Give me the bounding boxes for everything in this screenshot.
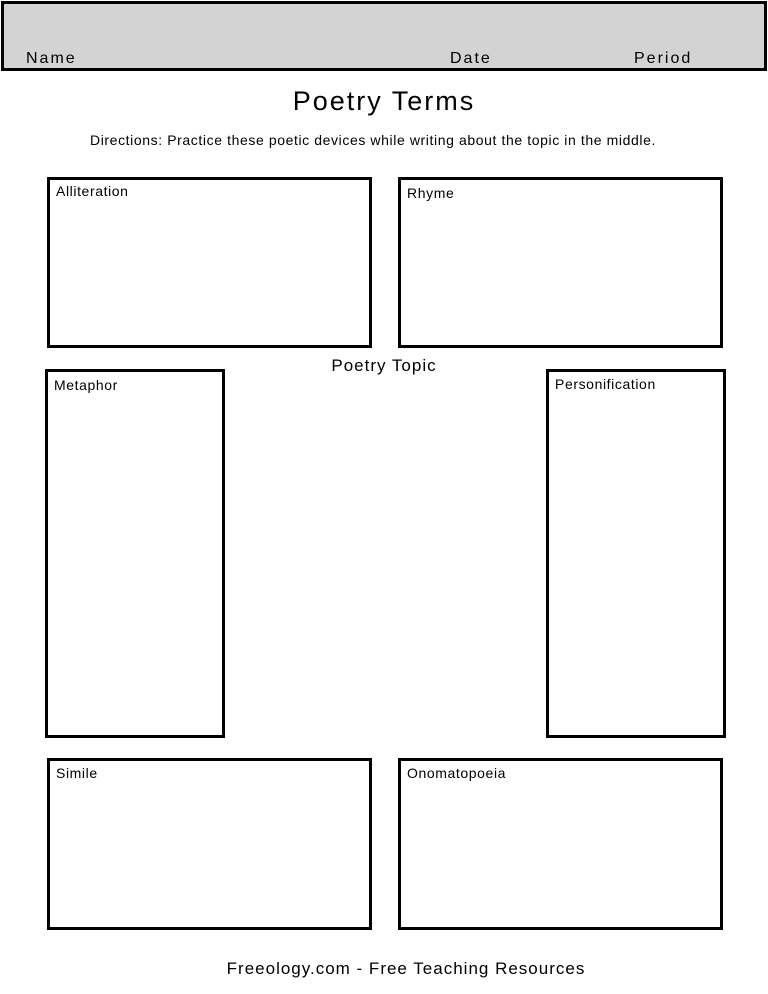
name-label: Name [26, 50, 77, 67]
rhyme-box[interactable] [398, 177, 723, 348]
period-label: Period [634, 50, 693, 67]
alliteration-box[interactable] [47, 177, 372, 348]
simile-box[interactable] [47, 758, 372, 930]
simile-label: Simile [56, 765, 98, 781]
personification-label: Personification [555, 376, 656, 392]
metaphor-label: Metaphor [54, 377, 118, 393]
rhyme-label: Rhyme [407, 185, 455, 201]
page-title: Poetry Terms [292, 86, 476, 116]
onomatopoeia-box[interactable] [398, 758, 723, 930]
onomatopoeia-label: Onomatopoeia [407, 765, 507, 781]
personification-box[interactable] [546, 369, 726, 738]
header-bar [1, 1, 767, 71]
footer-text: Freeology.com - Free Teaching Resources [226, 959, 586, 978]
poetry-topic-label: Poetry Topic [331, 356, 437, 375]
date-label: Date [450, 50, 492, 67]
directions-text: Directions: Practice these poetic devices while writing about the topic in the middle. [90, 132, 656, 148]
metaphor-box[interactable] [45, 369, 225, 738]
alliteration-label: Alliteration [56, 183, 129, 199]
